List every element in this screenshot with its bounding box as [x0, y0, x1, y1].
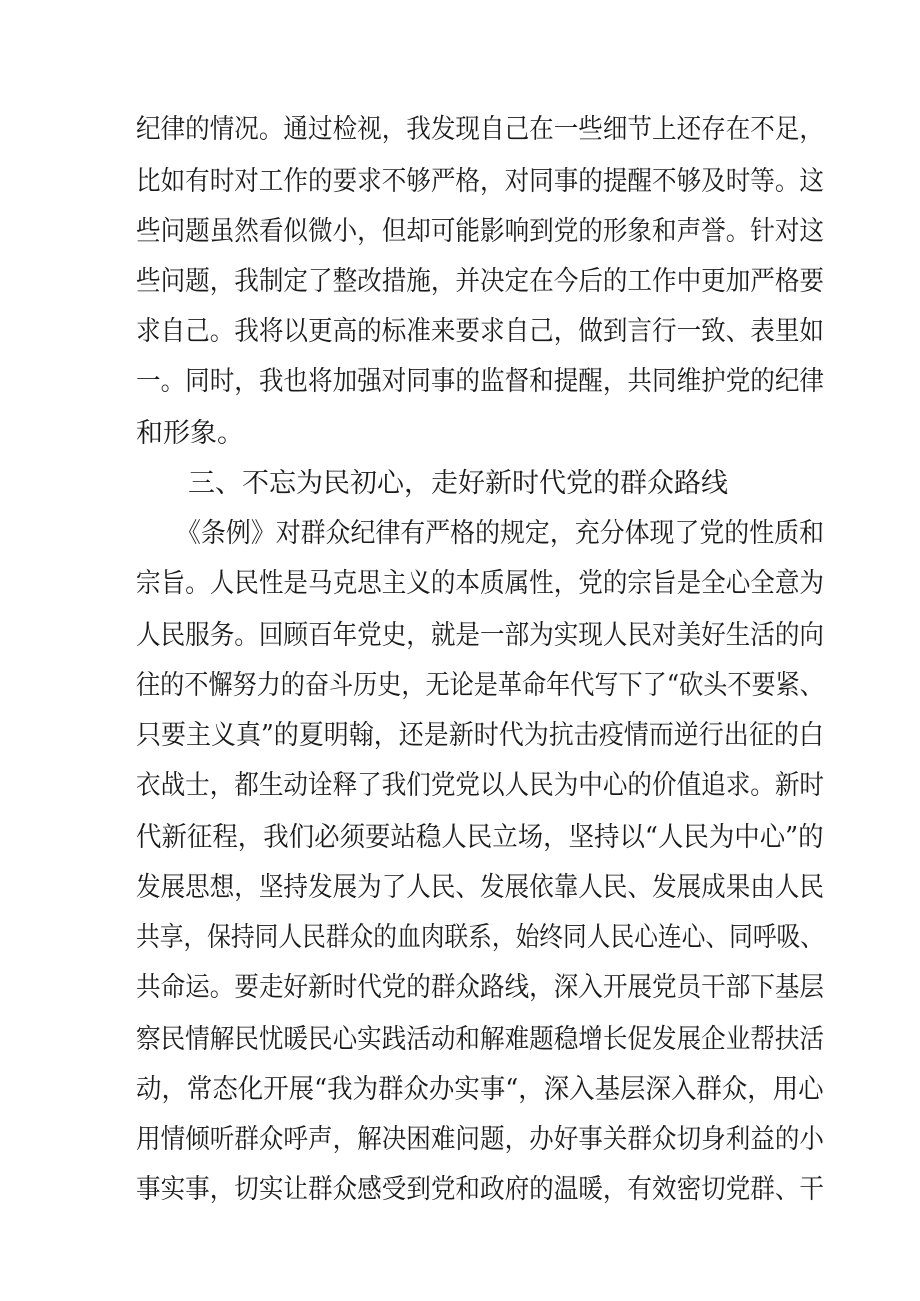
section-heading: 三、不忘为民初心，走好新时代党的群众路线 [188, 468, 728, 499]
paragraph-line-19: 察民情解民忧暖民心实践活动和解难题稳增长促发展企业帮扶活 [136, 1024, 824, 1055]
paragraph-line-18: 共命运。要走好新时代党的群众路线，深入开展党员干部下基层 [136, 972, 824, 1003]
paragraph-line-22: 事实事，切实让群众感受到党和政府的温暖，有效密切党群、干 [136, 1174, 824, 1205]
paragraph-line-11: 人民服务。回顾百年党史，就是一部为实现人民对美好生活的向 [136, 620, 824, 651]
paragraph-line-21: 用情倾听群众呼声，解决困难问题，办好事关群众切身利益的小 [136, 1124, 824, 1155]
paragraph-line-12: 往的不懈努力的奋斗历史，无论是革命年代写下了“砍头不要紧、 [136, 670, 824, 701]
paragraph-line-4: 些问题，我制定了整改措施，并决定在今后的工作中更加严格要 [136, 266, 824, 297]
paragraph-line-10: 宗旨。人民性是马克思主义的本质属性，党的宗旨是全心全意为 [136, 568, 824, 599]
paragraph-line-2: 比如有时对工作的要求不够严格，对同事的提醒不够及时等。这 [136, 166, 824, 197]
paragraph-line-3: 些问题虽然看似微小，但却可能影响到党的形象和声誉。针对这 [136, 216, 824, 247]
paragraph-line-16: 发展思想，坚持发展为了人民、发展依靠人民、发展成果由人民 [136, 872, 824, 903]
paragraph-line-9: 《条例》对群众纪律有严格的规定，充分体现了党的性质和 [176, 518, 824, 549]
paragraph-line-14: 衣战士，都生动诠释了我们党党以人民为中心的价值追求。新时 [136, 770, 824, 801]
paragraph-line-20: 动，常态化开展“我为群众办实事“，深入基层深入群众，用心 [136, 1074, 824, 1105]
paragraph-line-13: 只要主义真”的夏明翰，还是新时代为抗击疫情而逆行出征的白 [136, 720, 824, 751]
paragraph-line-6: 一。同时，我也将加强对同事的监督和提醒，共同维护党的纪律 [136, 366, 824, 397]
paragraph-line-5: 求自己。我将以更高的标准来要求自己，做到言行一致、表里如 [136, 316, 824, 347]
paragraph-line-7: 和形象。 [136, 418, 244, 449]
paragraph-line-1: 纪律的情况。通过检视，我发现自己在一些细节上还存在不足， [136, 114, 824, 145]
paragraph-line-17: 共享，保持同人民群众的血肉联系，始终同人民心连心、同呼吸、 [136, 922, 824, 953]
paragraph-line-15: 代新征程，我们必须要站稳人民立场，坚持以“人民为中心”的 [136, 822, 824, 853]
